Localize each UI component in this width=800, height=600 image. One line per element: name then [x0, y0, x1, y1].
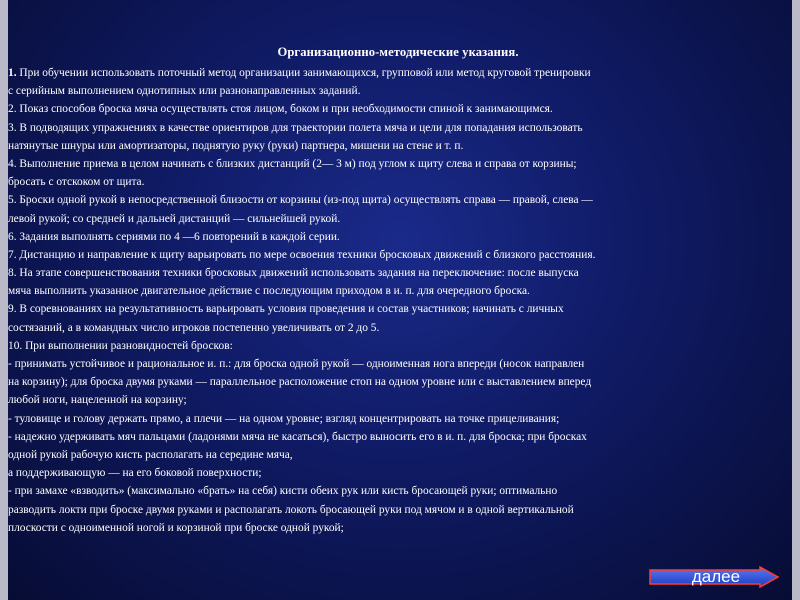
text-line: бросать с отскоком от щита.	[8, 176, 145, 189]
text-line: 7. Дистанцию и направление к щиту варьировать по мере освоения техники бросковых движений с близкого расстояния.	[8, 248, 596, 261]
text-line: а поддерживающую — на его боковой поверхности;	[8, 467, 262, 480]
text-line: - при замахе «взводить» (максимально «брать» на себя) кисти обеих рук или кисть бросающей руки; оптимально	[8, 485, 558, 498]
left-frame-border	[0, 0, 8, 600]
slide-title: Организационно-методические указания.	[277, 45, 519, 59]
text-line: любой ноги, нацеленной на корзину;	[8, 394, 187, 407]
next-label: далее	[691, 567, 741, 586]
text-line: одной рукой рабочую кисть располагать на середине мяча,	[8, 448, 293, 461]
text-line: разводить локти при броске двумя руками и располагать локоть бросающей руки под мячом и в одной вертикальной	[8, 503, 574, 516]
text-line: с серийным выполнением однотипных или разнонаправленных заданий.	[8, 85, 361, 98]
right-frame-border	[792, 0, 800, 600]
text-line: мяча выполнить указанное двигательное действие с последующим приходом в и. п. для очередного броска.	[8, 285, 530, 298]
text-line: - туловище и голову держать прямо, а плечи — на одном уровне; взгляд концентрировать на точке прицеливания;	[8, 412, 560, 425]
next-button[interactable]	[648, 566, 780, 588]
text-line: на корзину); для броска двумя руками — параллельное расположение стоп на одном уровне или с выставлением вперед	[8, 376, 592, 389]
text-line: левой рукой; со средней и дальней дистанций — сильнейшей рукой.	[8, 212, 341, 225]
text-line: 2. Показ способов броска мяча осуществлять стоя лицом, боком и при необходимости спиной к занимающимся.	[8, 103, 553, 116]
text-line: 4. Выполнение приема в целом начинать с близких дистанций (2— 3 м) под углом к щиту слева и справа от корзины;	[8, 157, 577, 170]
slide-content	[8, 44, 788, 537]
text-line: - надежно удерживать мяч пальцами (ладонями мяча не касаться), быстро выносить его в и. п. для броска; при бросках	[8, 430, 587, 443]
text-line: 10. При выполнении разновидностей бросков:	[8, 339, 233, 352]
text-line: плоскости с одноименной ногой и корзиной при броске одной рукой;	[8, 521, 344, 534]
item-number: 1.	[8, 67, 17, 79]
text-line: - принимать устойчивое и рациональное и. п.: для броска одной рукой — одноименная нога впереди (носок направлен	[8, 358, 585, 370]
text-line: 5. Броски одной рукой в непосредственной близости от корзины (из-под щита) осуществлять справа — правой, слева —	[8, 194, 593, 207]
text-line: 6. Задания выполнять сериями по 4 —6 повторений в каждой серии.	[8, 230, 340, 243]
text-line: 8. На этапе совершенствования техники бросковых движений использовать задания на переключение: после выпуска	[8, 267, 579, 280]
text-line: 3. В подводящих упражнениях в качестве ориентиров для траектории полета мяча и цели для попадания использовать	[8, 121, 583, 134]
text-line: состязаний, а в командных число игроков постепенно увеличивать от 2 до 5.	[8, 321, 380, 334]
text-line	[8, 64, 788, 82]
text-line: 9. В соревнованиях на результативность варьировать условия проведения и состав участников; начинать с личных	[8, 303, 564, 316]
line-text: При обучении использовать поточный метод организации занимающихся, групповой или метод круговой тренировки	[16, 67, 591, 79]
text-line: натянутые шнуры или амортизаторы, поднятую руку (руки) партнера, мишени на стене и т. п.	[8, 139, 464, 152]
